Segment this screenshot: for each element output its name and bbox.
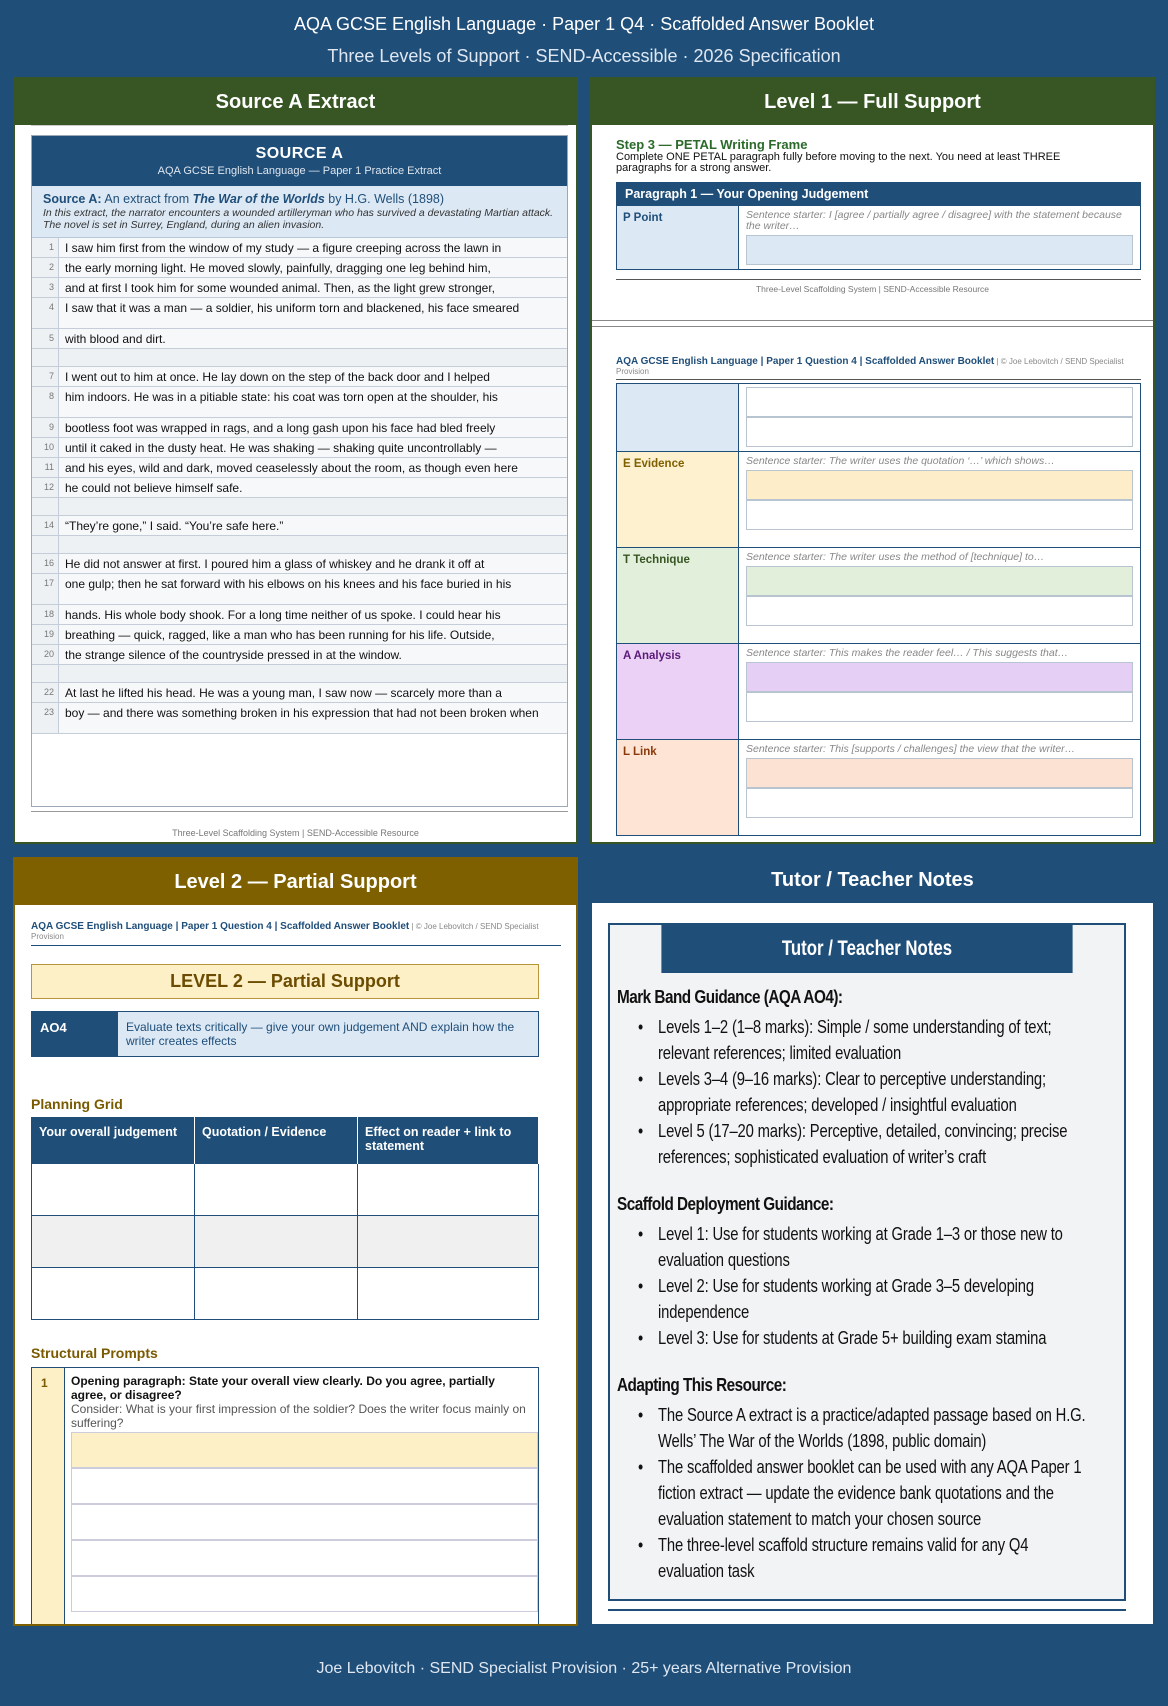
grid-header: Your overall judgement xyxy=(32,1118,195,1164)
prompt-answer-line[interactable] xyxy=(71,1432,538,1468)
level2-panel xyxy=(13,857,578,1626)
header-subtitle: Three Levels of Support · SEND-Accessible · 2026 Specification xyxy=(327,46,841,66)
prompt-answer-line[interactable] xyxy=(71,1540,538,1576)
source-line xyxy=(32,683,567,703)
line-text: He did not answer at first. I poured him a glass of whiskey and he drank it off at xyxy=(59,554,567,573)
petal-rest-table xyxy=(616,383,1141,836)
line-text: and at first I took him for some wounded animal. Then, as the light grew stronger, xyxy=(59,278,567,297)
line-number: 4 xyxy=(32,298,59,328)
tutor-section-heading: Mark Band Guidance (AQA AO4): xyxy=(617,987,843,1007)
tutor-section-list xyxy=(638,1402,1086,1584)
source-line xyxy=(32,387,567,418)
tutor-section-heading: Adapting This Resource: xyxy=(617,1375,787,1395)
source-line xyxy=(32,625,567,645)
level1-footer-1: Three-Level Scaffolding System | SEND-Accessible Resource xyxy=(755,284,990,294)
tutor-note-item: • Level 2: Use for students working at Grade 3–5 developing independence xyxy=(638,1273,1086,1325)
line-number: 16 xyxy=(32,554,59,573)
line-number xyxy=(32,349,59,366)
source-line xyxy=(32,605,567,625)
line-number xyxy=(32,536,59,553)
line-text: “They’re gone,” I said. “You’re safe here.” xyxy=(59,516,567,535)
line-number: 14 xyxy=(32,516,59,535)
grid-cell[interactable] xyxy=(195,1216,358,1268)
line-number: 2 xyxy=(32,258,59,277)
level2-panel-body xyxy=(15,905,576,1624)
source-intro-desc: In this extract, the narrator encounters a wounded artilleryman who has survived a devastating Martian attack. The novel is set in Surrey, England, during an alien invasion. xyxy=(43,207,554,231)
source-line xyxy=(32,645,567,665)
source-line xyxy=(32,516,567,536)
petal-answer-box[interactable] xyxy=(746,788,1133,818)
source-box xyxy=(31,135,568,807)
grid-cell[interactable] xyxy=(358,1268,539,1320)
level1-panel xyxy=(590,77,1155,844)
grid-cell[interactable] xyxy=(358,1164,539,1216)
petal-step-desc: Complete ONE PETAL paragraph fully before moving to the next. You need at least THREE paragraphs for a strong answer. xyxy=(616,151,1061,174)
source-line xyxy=(32,278,567,298)
petal-label: L Link xyxy=(617,740,739,835)
petal-answer-box[interactable] xyxy=(746,692,1133,722)
tutor-note-item: • The scaffolded answer booklet can be used with any AQA Paper 1 fiction extract — update the evidence bank quotations and the evaluation statement to match your chosen source xyxy=(638,1454,1086,1532)
point-label: P Point xyxy=(617,206,739,269)
petal-point-table xyxy=(616,182,1141,270)
line-number: 19 xyxy=(32,625,59,644)
petal-step-title: Step 3 — PETAL Writing Frame xyxy=(616,137,808,152)
line-number xyxy=(32,665,59,682)
petal-row xyxy=(617,643,1140,739)
petal-answer-box[interactable] xyxy=(746,500,1133,530)
petal-starter: Sentence starter: The writer uses the method of [technique] to… xyxy=(746,551,1045,563)
point-answer-box[interactable] xyxy=(746,235,1133,265)
source-intro xyxy=(32,186,567,238)
line-number: 23 xyxy=(32,703,59,733)
ao4-box xyxy=(31,1011,539,1057)
line-number: 22 xyxy=(32,683,59,702)
petal-answer-box[interactable] xyxy=(746,470,1133,500)
grid-cell[interactable] xyxy=(195,1268,358,1320)
source-box-header xyxy=(32,136,567,186)
paragraph-heading: Paragraph 1 — Your Opening Judgement xyxy=(617,183,1140,205)
tutor-section-heading: Scaffold Deployment Guidance: xyxy=(617,1194,834,1214)
source-intro-post: by H.G. Wells (1898) xyxy=(324,192,445,206)
source-line xyxy=(32,418,567,438)
line-number: 12 xyxy=(32,478,59,497)
prompt-answer-line[interactable] xyxy=(71,1504,538,1540)
line-text xyxy=(59,536,567,553)
level1-breadcrumb: AQA GCSE English Language | Paper 1 Question 4 | Scaffolded Answer Booklet | © Joe Lebovitch / SEND Specialist Provision xyxy=(616,356,1124,376)
planning-grid-title: Planning Grid xyxy=(31,1096,123,1112)
ao4-text: Evaluate texts critically — give your own judgement AND explain how the writer creates effects xyxy=(118,1012,538,1056)
source-line xyxy=(32,349,567,367)
page-footer: Joe Lebovitch · SEND Specialist Provision · 25+ years Alternative Provision xyxy=(316,1660,852,1677)
level2-title: LEVEL 2 — Partial Support xyxy=(31,964,539,999)
source-line xyxy=(32,329,567,349)
tutor-notes-box xyxy=(608,923,1126,1601)
line-text: he could not believe himself safe. xyxy=(59,478,567,497)
line-number: 11 xyxy=(32,458,59,477)
line-text: and his eyes, wild and dark, moved ceaselessly about the room, as though even here xyxy=(59,458,567,477)
petal-label: T Technique xyxy=(617,548,739,643)
petal-label: E Evidence xyxy=(617,452,739,547)
tutor-note-item: • The three-level scaffold structure remains valid for any Q4 evaluation task xyxy=(638,1532,1086,1584)
grid-cell[interactable] xyxy=(195,1164,358,1216)
line-text: with blood and dirt. xyxy=(59,329,567,348)
source-line xyxy=(32,438,567,458)
structural-prompts-title: Structural Prompts xyxy=(31,1345,158,1361)
petal-answer-box[interactable] xyxy=(746,566,1133,596)
line-text: him indoors. He was in a pitiable state: his coat was torn open at the shoulder, his xyxy=(59,387,567,417)
petal-answer-box[interactable] xyxy=(746,662,1133,692)
header-title: AQA GCSE English Language · Paper 1 Q4 · Scaffolded Answer Booklet xyxy=(293,14,874,34)
line-number: 7 xyxy=(32,367,59,386)
tutor-section-list xyxy=(638,1221,1086,1351)
line-text xyxy=(59,665,567,682)
ao4-key: AO4 xyxy=(32,1012,118,1056)
source-line xyxy=(32,665,567,683)
point-starter: Sentence starter: I [agree / partially agree / disagree] with the statement because the writer… xyxy=(746,209,1122,232)
prompt-number: 1 xyxy=(32,1368,65,1624)
prompt-question: Opening paragraph: State your overall view clearly. Do you agree, partially agree, or disagree? xyxy=(71,1374,495,1402)
source-intro-work: The War of the Worlds xyxy=(192,192,325,206)
point-answer-line[interactable] xyxy=(746,417,1133,447)
grid-cell[interactable] xyxy=(358,1216,539,1268)
line-text: breathing — quick, ragged, like a man who has been running for his life. Outside, xyxy=(59,625,567,644)
prompt-answer-line[interactable] xyxy=(71,1576,538,1612)
line-text xyxy=(59,498,567,515)
petal-label: A Analysis xyxy=(617,644,739,739)
source-panel xyxy=(13,77,578,844)
source-line xyxy=(32,367,567,387)
source-line xyxy=(32,298,567,329)
tutor-notes-title: Tutor / Teacher Notes xyxy=(661,925,1072,973)
petal-row xyxy=(617,739,1140,835)
source-line xyxy=(32,554,567,574)
level2-breadcrumb: AQA GCSE English Language | Paper 1 Question 4 | Scaffolded Answer Booklet | © Joe Lebovitch / SEND Specialist Provision xyxy=(31,921,539,941)
tutor-note-item: • Level 3: Use for students at Grade 5+ building exam stamina xyxy=(638,1325,1086,1351)
tutor-note-item: • The Source A extract is a practice/adapted passage based on H.G. Wells’ The War of the Worlds (1898, public domain) xyxy=(638,1402,1086,1454)
tutor-note-item: • Level 1: Use for students working at Grade 1–3 or those new to evaluation questions xyxy=(638,1221,1086,1273)
line-text: hands. His whole body shook. For a long time neither of us spoke. I could hear his xyxy=(59,605,567,624)
line-text: until it caked in the dusty heat. He was shaking — shaking quite uncontrollably — xyxy=(59,438,567,457)
level1-panel-title: Level 1 — Full Support xyxy=(592,79,1153,125)
line-text: boy — and there was something broken in his expression that had not been broken when xyxy=(59,703,567,733)
petal-answer-box[interactable] xyxy=(746,596,1133,626)
source-intro-pre: An extract from xyxy=(101,192,193,206)
line-text: At last he lifted his head. He was a young man, I saw now — scarcely more than a xyxy=(59,683,567,702)
tutor-note-item: • Levels 1–2 (1–8 marks): Simple / some understanding of text; relevant references; limited evaluation xyxy=(638,1014,1086,1066)
line-number: 18 xyxy=(32,605,59,624)
line-text: one gulp; then he sat forward with his elbows on his knees and his face buried in his xyxy=(59,574,567,604)
line-text: the strange silence of the countryside pressed in at the window. xyxy=(59,645,567,664)
source-panel-title: Source A Extract xyxy=(15,79,576,125)
grid-header: Effect on reader + link to statement xyxy=(358,1118,539,1164)
source-intro-label: Source A: xyxy=(43,192,102,206)
point-answer-line[interactable] xyxy=(746,387,1133,417)
line-number: 20 xyxy=(32,645,59,664)
line-number: 10 xyxy=(32,438,59,457)
grid-cell[interactable] xyxy=(32,1164,195,1216)
line-number: 1 xyxy=(32,238,59,257)
petal-starter: Sentence starter: This makes the reader feel… / This suggests that… xyxy=(746,647,1069,659)
source-panel-body xyxy=(15,125,576,842)
tutor-panel-title: Tutor / Teacher Notes xyxy=(590,857,1155,903)
source-line xyxy=(32,238,567,258)
source-line xyxy=(32,498,567,516)
source-line xyxy=(32,536,567,554)
petal-starter: Sentence starter: This [supports / challenges] the view that the writer… xyxy=(746,743,1076,755)
line-number: 9 xyxy=(32,418,59,437)
tutor-panel xyxy=(590,857,1155,1626)
line-text: I went out to him at once. He lay down on the step of the back door and I helped xyxy=(59,367,567,386)
line-text xyxy=(59,349,567,366)
grid-cell[interactable] xyxy=(32,1216,195,1268)
source-footer: Three-Level Scaffolding System | SEND-Accessible Resource xyxy=(172,828,419,838)
petal-row xyxy=(617,547,1140,643)
line-number: 3 xyxy=(32,278,59,297)
line-number xyxy=(32,498,59,515)
planning-grid xyxy=(31,1117,539,1320)
tutor-panel-body xyxy=(592,903,1153,1624)
tutor-note-item: • Levels 3–4 (9–16 marks): Clear to perceptive understanding; appropriate references; developed / insightful evaluation xyxy=(638,1066,1086,1118)
line-text: bootless foot was wrapped in rags, and a long gash upon his face had bled freely xyxy=(59,418,567,437)
line-number: 17 xyxy=(32,574,59,604)
tutor-section-list xyxy=(638,1014,1086,1170)
source-line xyxy=(32,703,567,734)
prompt-answer-line[interactable] xyxy=(71,1468,538,1504)
level1-panel-body xyxy=(592,125,1153,842)
source-lines xyxy=(32,238,567,734)
source-line xyxy=(32,258,567,278)
tutor-note-item: • Level 5 (17–20 marks): Perceptive, detailed, convincing; precise references; sophisticated evaluation of writer’s craft xyxy=(638,1118,1086,1170)
petal-answer-box[interactable] xyxy=(746,758,1133,788)
structural-prompt-1 xyxy=(31,1367,539,1624)
line-number: 8 xyxy=(32,387,59,417)
line-text: the early morning light. He moved slowly, painfully, dragging one leg behind him, xyxy=(59,258,567,277)
source-line xyxy=(32,478,567,498)
petal-starter: Sentence starter: The writer uses the quotation ‘…’ which shows… xyxy=(746,455,1055,467)
level2-panel-title: Level 2 — Partial Support xyxy=(15,859,576,905)
source-line xyxy=(32,574,567,605)
grid-cell[interactable] xyxy=(32,1268,195,1320)
grid-header: Quotation / Evidence xyxy=(195,1118,358,1164)
line-number: 5 xyxy=(32,329,59,348)
petal-row xyxy=(617,451,1140,547)
source-box-subtitle: AQA GCSE English Language — Paper 1 Practice Extract xyxy=(157,165,442,177)
line-text: I saw that it was a man — a soldier, his uniform torn and blackened, his face smeared xyxy=(59,298,567,328)
source-box-title: SOURCE A xyxy=(255,145,344,162)
source-line xyxy=(32,458,567,478)
line-text: I saw him first from the window of my study — a figure creeping across the lawn in xyxy=(59,238,567,257)
prompt-hint: Consider: What is your first impression of the soldier? Does the writer focus mainly on suffering? xyxy=(71,1402,526,1430)
